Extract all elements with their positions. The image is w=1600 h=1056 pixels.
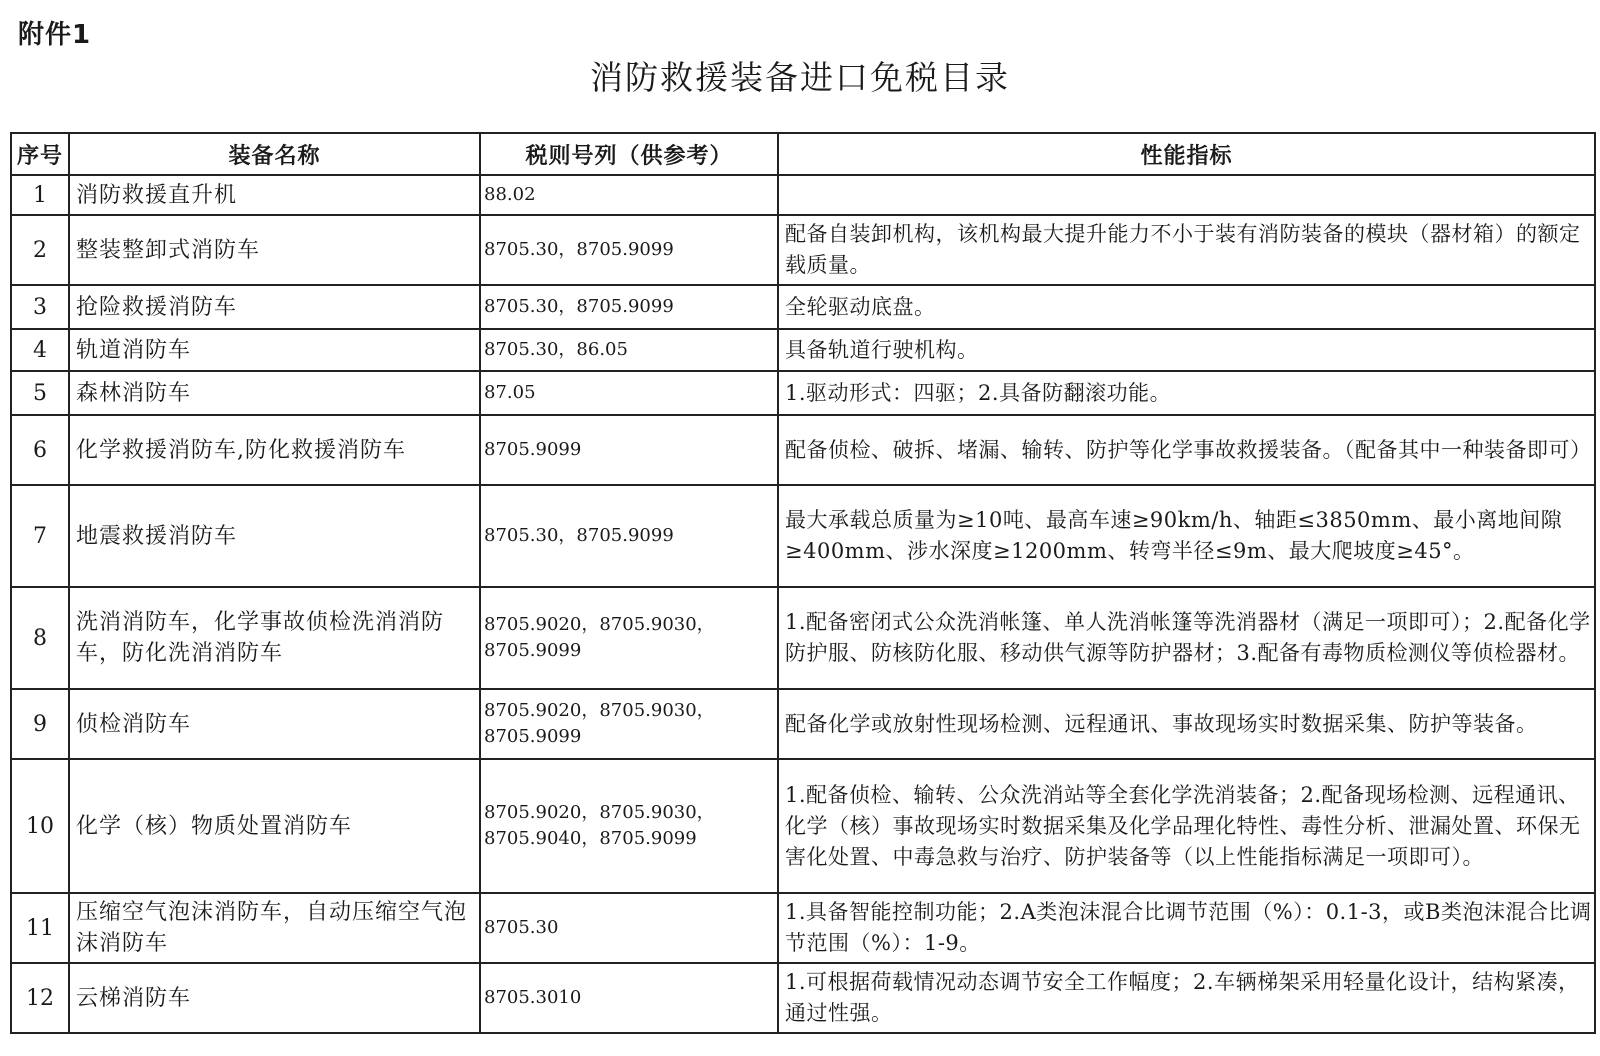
performance-cell: 具备轨道行驶机构。	[778, 329, 1595, 371]
seq-cell: 4	[11, 329, 69, 371]
seq-cell: 9	[11, 689, 69, 759]
column-header-code: 税则号列（供参考）	[480, 133, 778, 175]
table-row	[11, 963, 1595, 1033]
name-cell: 整装整卸式消防车	[69, 215, 480, 285]
performance-cell: 配备化学或放射性现场检测、远程通讯、事故现场实时数据采集、防护等装备。	[778, 689, 1595, 759]
table-row	[11, 587, 1595, 689]
catalog-table	[10, 132, 1596, 1034]
code-cell: 8705.30，8705.9099	[480, 285, 778, 329]
seq-cell: 12	[11, 963, 69, 1033]
name-cell: 化学（核）物质处置消防车	[69, 759, 480, 893]
table-row	[11, 329, 1595, 371]
name-cell: 森林消防车	[69, 371, 480, 415]
code-cell: 8705.30，86.05	[480, 329, 778, 371]
performance-cell: 最大承载总质量为≥10吨、最高车速≥90km/h、轴距≤3850mm、最小离地间隙≥400mm、涉水深度≥1200mm、转弯半径≤9m、最大爬坡度≥45°。	[778, 485, 1595, 587]
name-cell: 消防救援直升机	[69, 175, 480, 215]
code-cell: 8705.30，8705.9099	[480, 485, 778, 587]
seq-cell: 2	[11, 215, 69, 285]
table-row	[11, 689, 1595, 759]
code-cell: 8705.9020，8705.9030，8705.9040，8705.9099	[480, 759, 778, 893]
table-row	[11, 893, 1595, 963]
name-cell: 洗消消防车，化学事故侦检洗消消防车，防化洗消消防车	[69, 587, 480, 689]
seq-cell: 10	[11, 759, 69, 893]
code-cell: 8705.3010	[480, 963, 778, 1033]
name-cell: 云梯消防车	[69, 963, 480, 1033]
performance-cell	[778, 175, 1595, 215]
code-cell: 87.05	[480, 371, 778, 415]
name-cell: 地震救援消防车	[69, 485, 480, 587]
table-row	[11, 285, 1595, 329]
table-row	[11, 415, 1595, 485]
name-cell: 抢险救援消防车	[69, 285, 480, 329]
table-row	[11, 215, 1595, 285]
seq-cell: 11	[11, 893, 69, 963]
name-cell: 轨道消防车	[69, 329, 480, 371]
attachment-label: 附件1	[18, 20, 92, 50]
seq-cell: 3	[11, 285, 69, 329]
table-row	[11, 485, 1595, 587]
code-cell: 88.02	[480, 175, 778, 215]
table-row	[11, 759, 1595, 893]
name-cell: 压缩空气泡沫消防车，自动压缩空气泡沫消防车	[69, 893, 480, 963]
column-header-seq: 序号	[11, 133, 69, 175]
performance-cell: 配备自装卸机构，该机构最大提升能力不小于装有消防装备的模块（器材箱）的额定载质量。	[778, 215, 1595, 285]
code-cell: 8705.9099	[480, 415, 778, 485]
performance-cell: 全轮驱动底盘。	[778, 285, 1595, 329]
name-cell: 侦检消防车	[69, 689, 480, 759]
seq-cell: 6	[11, 415, 69, 485]
seq-cell: 7	[11, 485, 69, 587]
seq-cell: 8	[11, 587, 69, 689]
performance-cell: 配备侦检、破拆、堵漏、输转、防护等化学事故救援装备。（配备其中一种装备即可）	[778, 415, 1595, 485]
performance-cell: 1.可根据荷载情况动态调节安全工作幅度；2.车辆梯架采用轻量化设计，结构紧凑，通过性强。	[778, 963, 1595, 1033]
name-cell: 化学救援消防车,防化救援消防车	[69, 415, 480, 485]
table-row	[11, 371, 1595, 415]
code-cell: 8705.30，8705.9099	[480, 215, 778, 285]
column-header-name: 装备名称	[69, 133, 480, 175]
performance-cell: 1.驱动形式：四驱；2.具备防翻滚功能。	[778, 371, 1595, 415]
seq-cell: 1	[11, 175, 69, 215]
code-cell: 8705.9020，8705.9030，8705.9099	[480, 587, 778, 689]
table-row	[11, 175, 1595, 215]
performance-cell: 1.具备智能控制功能；2.A类泡沫混合比调节范围（%）：0.1-3，或B类泡沫混合比调节范围（%）：1-9。	[778, 893, 1595, 963]
performance-cell: 1.配备密闭式公众洗消帐篷、单人洗消帐篷等洗消器材（满足一项即可）；2.配备化学防护服、防核防化服、移动供气源等防护器材；3.配备有毒物质检测仪等侦检器材。	[778, 587, 1595, 689]
code-cell: 8705.30	[480, 893, 778, 963]
performance-cell: 1.配备侦检、输转、公众洗消站等全套化学洗消装备；2.配备现场检测、远程通讯、化学（核）事故现场实时数据采集及化学品理化特性、毒性分析、泄漏处置、环保无害化处置、中毒急救与治疗、防护装备等（以上性能指标满足一项即可）。	[778, 759, 1595, 893]
table-header-row	[11, 133, 1595, 175]
code-cell: 8705.9020，8705.9030，8705.9099	[480, 689, 778, 759]
column-header-performance: 性能指标	[778, 133, 1595, 175]
page-title: 消防救援装备进口免税目录	[590, 58, 1010, 97]
seq-cell: 5	[11, 371, 69, 415]
